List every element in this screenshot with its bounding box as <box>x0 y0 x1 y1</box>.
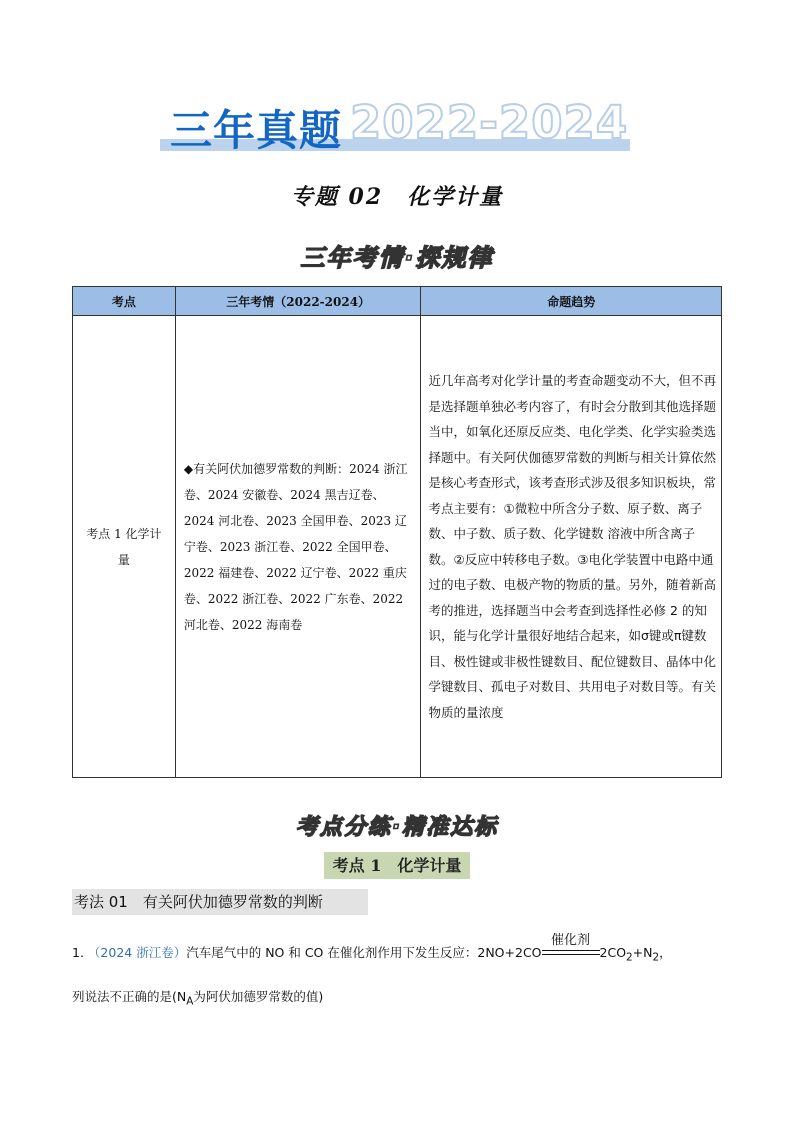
question-line2-b: 为阿伏加德罗常数的值) <box>193 989 324 1004</box>
equation-line-bottom <box>542 954 600 955</box>
equation-comma: ， <box>659 945 672 960</box>
equation-right-a: 2CO <box>599 945 627 960</box>
kaofa-title: 考法 01 有关阿伏加德罗常数的判断 <box>72 889 368 915</box>
question-1 <box>72 933 732 971</box>
section-header-trends: 三年考情·探规律 <box>300 244 494 272</box>
exam-trend-table <box>72 286 722 778</box>
kaodian-title: 考点 1 化学计量 <box>324 852 470 879</box>
question-1-line2 <box>72 984 323 1015</box>
header-kaodian: 考点 <box>73 287 176 316</box>
table-header-row <box>73 287 722 316</box>
question-line2-a: 列说法不正确的是(N <box>72 989 187 1004</box>
equation-right-b: +N <box>632 945 653 960</box>
banner-title: 三年真题 <box>170 106 343 155</box>
equation-left: 2NO+2CO <box>477 945 542 960</box>
catalyst-label: 催化剂 <box>551 933 591 948</box>
header-kaoqing: 三年考情（2022-2024） <box>175 287 421 316</box>
question-line2-sub: A <box>186 995 194 1008</box>
question-number: 1. <box>72 945 84 960</box>
section-header-practice: 考点分练·精准达标 <box>295 815 499 840</box>
header-trend: 命题趋势 <box>421 287 722 316</box>
question-source: （2024 浙江卷） <box>87 945 187 960</box>
cell-trend: 近几年高考对化学计量的考查命题变动不大，但不再是选择题单独必考内容了，有时会分散到其他选择题当中，如氧化还原反应类、电化学类、化学实验类选择题中。有关阿伏伽德罗常数的判断与相关计算依然是核心考查形式，该考查形式涉及很多知识板块，常考点主要有：①微粒中所含分子数、原子数、离子数、中子数、质子数、化学键数 溶液中所含离子数。②反应中转移电子数。③电化学装置中电路中通过的电子数、电极产物的物质的量。另外，随着新高考的推进，选择题当中会考查到选择性必修 2 的知识，能与化学计量很好地结合起来，如σ键或π键数目、极性键或非极性键数目、配位键数目、晶体中化学键数目、孤电子对数目、共用电子对数目等。有关物质的量浓度 <box>421 316 722 778</box>
cell-kaodian: 考点 1 化学计量 <box>73 316 176 778</box>
equation-sub-2: 2 <box>652 951 660 964</box>
topic-title: 专题 02 化学计量 <box>290 184 504 210</box>
table-row <box>73 316 722 778</box>
equation-sub-1: 2 <box>626 951 633 964</box>
cell-kaoqing: ◆有关阿伏加德罗常数的判断：2024 浙江卷、2024 安徽卷、2024 黑吉辽卷、2024 河北卷、2023 全国甲卷、2023 辽宁卷、2023 浙江卷、2022 全国甲卷、2022 福建卷、2022 辽宁卷、2022 重庆卷、2022 浙江卷、2022 广东卷、2022 河北卷、2022 海南卷 <box>175 316 421 778</box>
equation-arrow <box>542 933 600 966</box>
banner-years: 2022-2024 <box>350 96 629 149</box>
question-text: 汽车尾气中的 NO 和 CO 在催化剂作用下发生反应： <box>186 945 478 960</box>
equation-line-top <box>542 950 600 951</box>
